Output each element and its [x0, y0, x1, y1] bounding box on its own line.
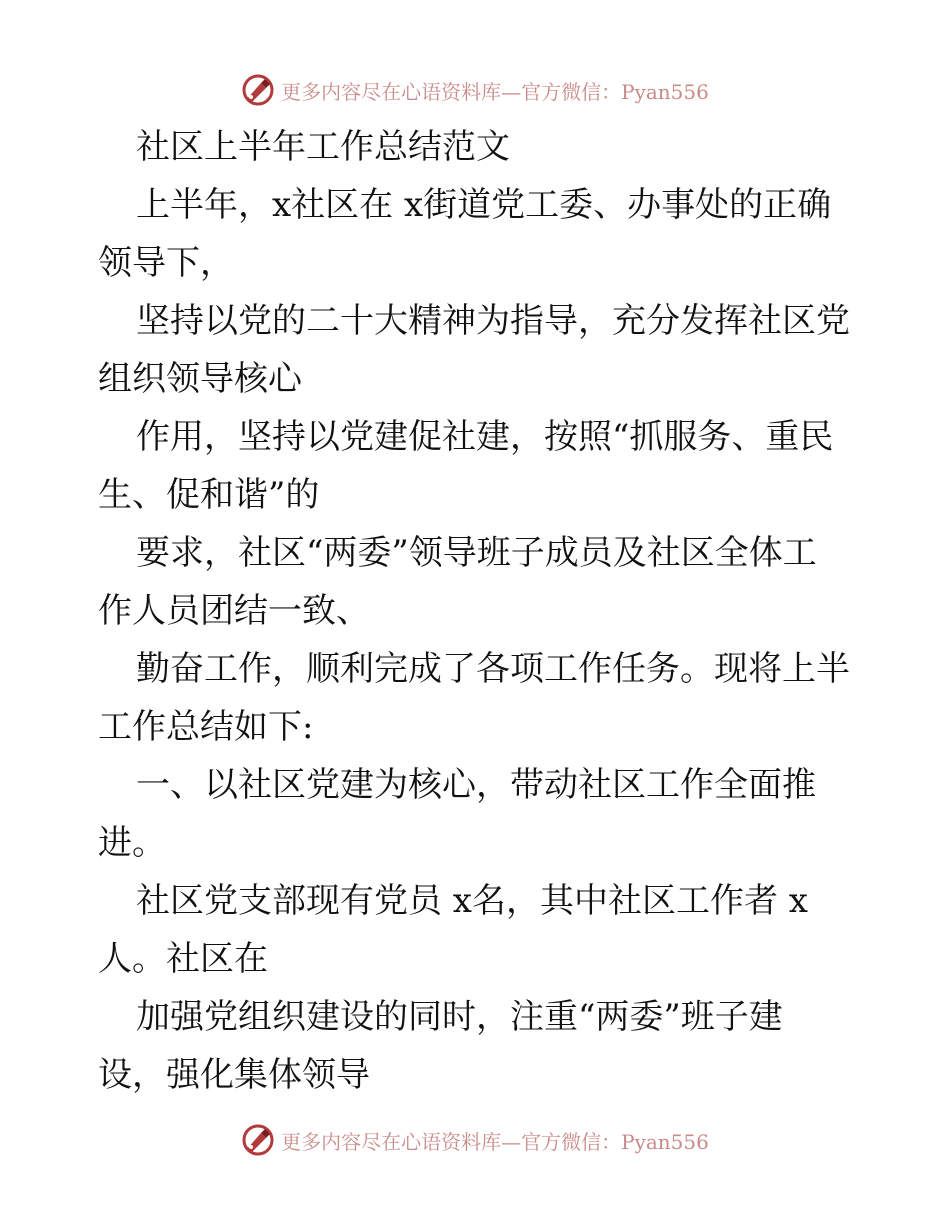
- document-title: 社区上半年工作总结范文: [136, 127, 510, 167]
- pen-logo-icon: [241, 73, 275, 107]
- paragraph-line: 设，强化集体领导: [98, 1055, 370, 1095]
- paragraph-line: 作用，坚持以党建促社建，按照“抓服务、重民: [136, 417, 834, 457]
- paragraph-line: 要求，社区“两委”领导班子成员及社区全体工: [136, 533, 817, 573]
- pen-logo-icon: [241, 1123, 275, 1157]
- paragraph-line: 勤奋工作，顺利完成了各项工作任务。现将上半: [136, 649, 850, 689]
- section-heading-line: 一、以社区党建为核心，带动社区工作全面推: [136, 765, 816, 805]
- header-watermark: [0, 70, 950, 110]
- paragraph-line: 组织领导核心: [98, 359, 302, 399]
- section-heading-line: 进。: [98, 823, 166, 863]
- paragraph-line: 坚持以党的二十大精神为指导，充分发挥社区党: [136, 301, 850, 341]
- paragraph-line: 作人员团结一致、: [98, 591, 370, 631]
- watermark-text: 更多内容尽在心语资料库—官方微信：Pyan556: [281, 79, 709, 104]
- paragraph-line: 生、促和谐”的: [98, 475, 320, 515]
- paragraph-line: 上半年，x社区在 x街道党工委、办事处的正确: [136, 185, 832, 225]
- paragraph-line: 工作总结如下:: [98, 707, 314, 747]
- paragraph-line: 人。社区在: [98, 939, 268, 979]
- footer-watermark: [0, 1120, 950, 1160]
- paragraph-line: 加强党组织建设的同时，注重“两委”班子建: [136, 997, 783, 1037]
- paragraph-line: 社区党支部现有党员 x名，其中社区工作者 x: [136, 881, 808, 921]
- document-body: [98, 118, 858, 1104]
- watermark-text: 更多内容尽在心语资料库—官方微信：Pyan556: [281, 1129, 709, 1154]
- paragraph-line: 领导下，: [98, 243, 234, 283]
